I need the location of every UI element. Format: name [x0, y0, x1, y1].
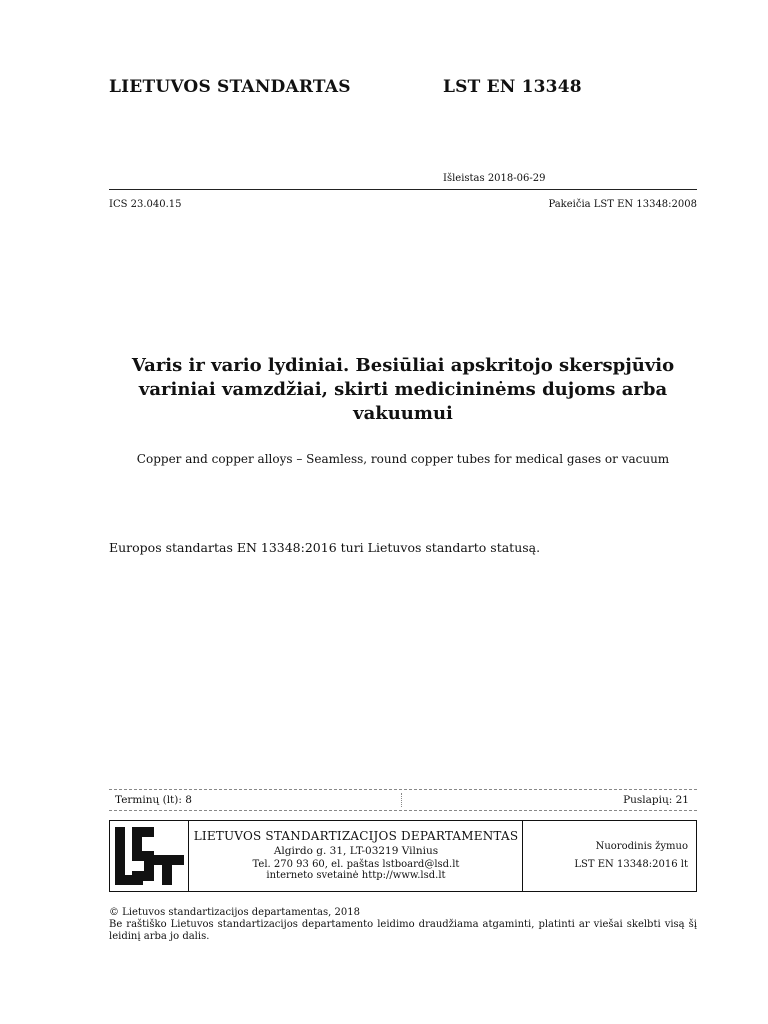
reference-value: LST EN 13348:2016 lt: [574, 859, 688, 870]
publisher-address: Algirdo g. 31, LT-03219 Vilnius: [273, 845, 439, 857]
reference-label: Nuorodinis žymuo: [595, 841, 688, 852]
publisher-box: [109, 820, 697, 892]
english-title: Copper and copper alloys – Seamless, round copper tubes for medical gases or vacuum: [136, 452, 670, 466]
reproduction-notice: Be raštiško Lietuvos standartizacijos departamento leidimo draudžiama atgaminti, platinti ar viešai skelbti visą šį leidinį arba jo dalis.: [109, 919, 697, 942]
issue-date: Išleistas 2018-06-29: [443, 173, 546, 184]
title-line: variniai vamzdžiai, skirti medicininėms dujoms arba: [138, 379, 668, 400]
reference-designation: [524, 821, 696, 891]
document-title: [109, 354, 697, 426]
copyright-line: © Lietuvos standartizacijos departamentas, 2018: [109, 907, 360, 918]
publisher-info: [190, 821, 523, 891]
publisher-website: interneto svetainė http://www.lsd.lt: [266, 870, 446, 881]
standard-number: LST EN 13348: [443, 77, 582, 97]
title-line: vakuumui: [353, 403, 453, 424]
title-line: Varis ir vario lydiniai. Besiūliai apskritojo skerspjūvio: [131, 355, 675, 376]
standard-heading: LIETUVOS STANDARTAS: [109, 77, 351, 97]
publisher-contact: Tel. 270 93 60, el. paštas lstboard@lsd.lt: [252, 859, 460, 870]
header-rule: [109, 189, 697, 190]
copyright-footer: [109, 907, 697, 943]
ics-code: ICS 23.040.15: [109, 199, 182, 210]
terms-count: Terminų (lt): 8: [115, 794, 192, 806]
info-row: [109, 789, 697, 811]
page-count: Puslapių: 21: [623, 794, 689, 806]
status-statement: Europos standartas EN 13348:2016 turi Lietuvos standarto statusą.: [109, 540, 541, 555]
info-row-divider: [401, 793, 402, 807]
lst-logo: [110, 821, 189, 891]
publisher-name: LIETUVOS STANDARTIZACIJOS DEPARTAMENTAS: [193, 829, 519, 843]
lst-logo-icon: [110, 821, 188, 891]
replaces-note: Pakeičia LST EN 13348:2008: [548, 199, 697, 210]
